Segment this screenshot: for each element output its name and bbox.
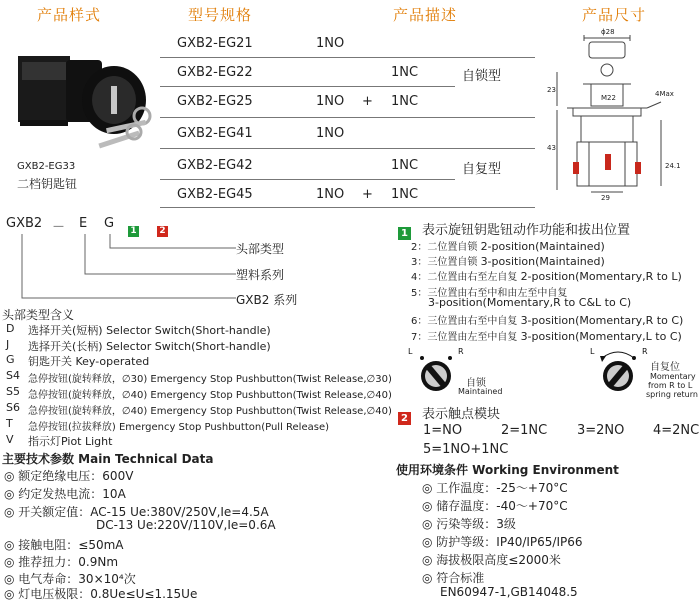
section-badge-1: 1 (398, 227, 411, 240)
contact-item: 5=1NO+1NC (423, 442, 509, 457)
func-item: 6：三位置由右至中自复 3-position(Momentary,R to C) (411, 314, 684, 327)
type-latch: 自锁型 (462, 69, 502, 84)
dim-43: 43 (547, 144, 556, 152)
row-c2: 1NC (391, 94, 419, 109)
svg-text:L: L (590, 347, 595, 356)
func-item: 3：三位置自锁 3-position(Maintained) (411, 255, 605, 268)
env-item: ◎ 污染等级：3级 (422, 517, 516, 531)
dim-23: 23 (547, 86, 556, 94)
badge-2: 2 (157, 226, 168, 237)
row-c1: 1NO (316, 36, 345, 51)
tech-item: ◎ 推荐扭力：0.9Nm (4, 555, 119, 569)
key-switch-image (14, 42, 154, 160)
header-size: 产品尺寸 (582, 6, 647, 24)
tech-item: ◎ 额定绝缘电压：600V (4, 469, 134, 483)
env-item: ◎ 海拔极限高度≤2000米 (422, 553, 561, 567)
dial-momentary-icon (590, 344, 652, 396)
row-model: GXB2-EG42 (177, 158, 253, 173)
dial2-en: spring return (646, 390, 698, 399)
row-c1: 1NO (316, 94, 345, 109)
contacts-title: 表示触点模块 (422, 407, 501, 422)
dimension-drawing (543, 24, 693, 202)
env-item: ◎ 储存温度：-40～+70°C (422, 499, 568, 513)
svg-text:L: L (408, 347, 413, 356)
dim-d28: ϕ28 (601, 28, 615, 36)
dial1-en: Maintained (458, 387, 503, 396)
header-model: 型号规格 (188, 6, 253, 24)
func-item: 5：三位置由右至中和由左至中自复 (411, 288, 568, 299)
product-name: 二档钥匙钮 (17, 177, 78, 191)
dim-4max: 4Max (655, 90, 674, 98)
head-text: 急停按钮(旋转释放，∅30) Emergency Stop Pushbutton(Twist Release,∅30) (28, 374, 392, 385)
tech-item: ◎ 开关额定值：AC-15 Ue:380V/250V,Ie=4.5A (4, 505, 269, 519)
svg-text:R: R (458, 347, 464, 356)
row-c2: 1NC (391, 158, 419, 173)
contact-item: 3=2NO (577, 423, 625, 438)
code-gxb2: GXB2 (6, 216, 43, 231)
head-code: J (6, 338, 10, 351)
row-c1: 1NO (316, 187, 345, 202)
row-plus: + (362, 94, 373, 109)
dim-29: 29 (601, 194, 610, 202)
func-title: 表示旋钮钥匙钮动作功能和拔出位置 (422, 223, 631, 238)
row-c1: 1NO (316, 126, 345, 141)
dim-m22: M22 (601, 94, 616, 102)
head-text: 急停按钮(旋转释放，∅40) Emergency Stop Pushbutton(Twist Release,∅40) (28, 406, 392, 417)
head-text: 选择开关(短柄) Selector Switch(Short-handle) (28, 324, 271, 337)
dial1-cn: 自锁 (466, 378, 486, 389)
tech-item: DC-13 Ue:220V/110V,Ie=0.6A (96, 518, 276, 532)
row-model: GXB2-EG45 (177, 187, 253, 202)
head-code: V (6, 433, 14, 446)
contact-item: 1=NO (423, 423, 463, 438)
env-title: 使用环境条件 Working Environment (396, 463, 619, 477)
product-model: GXB2-EG33 (17, 161, 76, 172)
head-code: G (6, 353, 15, 366)
env-item: ◎ 防护等级：IP40/IP65/IP66 (422, 535, 583, 549)
dial2-en: from R to L (648, 381, 693, 390)
tech-item: ◎ 灯电压极限：0.8Ue≤U≤1.15Ue (4, 587, 198, 601)
row-c2: 1NC (391, 65, 419, 80)
tech-item: ◎ 电气寿命：30×10⁴次 (4, 572, 136, 586)
env-item: ◎ 符合标准 (422, 571, 485, 585)
head-code: S4 (6, 369, 20, 382)
code-e: E (79, 216, 88, 231)
label-plastic-series: 塑料系列 (236, 268, 285, 282)
head-text: 选择开关(长柄) Selector Switch(Short-handle) (28, 340, 271, 353)
code-g: G (104, 216, 115, 231)
section-badge-2: 2 (398, 412, 411, 425)
row-model: GXB2-EG41 (177, 126, 253, 141)
head-code: S6 (6, 401, 20, 414)
head-text: 急停按钮(拉拔释放) Emergency Stop Pushbutton(Pull Release) (28, 422, 330, 433)
func-item: 4：二位置由右至左自复 2-position(Momentary,R to L) (411, 270, 682, 283)
row-model: GXB2-EG25 (177, 94, 253, 109)
tech-title: 主要技术参数 Main Technical Data (2, 452, 214, 466)
code-leader-lines (0, 232, 240, 306)
dial2-cn: 自复位 (650, 362, 680, 373)
head-text: 指示灯Piot Light (28, 435, 113, 448)
dim-24: 24.1 (665, 162, 681, 170)
row-model: GXB2-EG22 (177, 65, 253, 80)
dial2-en: Momentary (650, 372, 696, 381)
type-reset: 自复型 (462, 162, 502, 177)
row-model: GXB2-EG21 (177, 36, 253, 51)
head-code: D (6, 322, 15, 335)
head-types-title: 头部类型含义 (2, 308, 75, 322)
label-head-type: 头部类型 (236, 242, 285, 256)
env-item: EN60947-1,GB14048.5 (440, 585, 578, 599)
tech-item: ◎ 接触电阻：≤50mA (4, 538, 124, 552)
header-style: 产品样式 (37, 6, 102, 24)
head-code: S5 (6, 385, 20, 398)
svg-text:R: R (642, 347, 648, 356)
env-item: ◎ 工作温度：-25～+70°C (422, 481, 568, 495)
label-gxb2-series: GXB2 系列 (236, 293, 298, 307)
code-dash: － (52, 220, 66, 235)
badge-1: 1 (128, 226, 139, 237)
func-item: 2：二位置自锁 2-position(Maintained) (411, 240, 605, 253)
head-code: T (6, 417, 13, 430)
contact-item: 4=2NC (653, 423, 700, 438)
head-text: 钥匙开关 Key-operated (28, 355, 150, 368)
contact-item: 2=1NC (501, 423, 548, 438)
head-text: 急停按钮(旋转释放，∅40) Emergency Stop Pushbutton(Twist Release,∅40) (28, 390, 392, 401)
row-plus: + (362, 187, 373, 202)
tech-item: ◎ 约定发热电流：10A (4, 487, 126, 501)
row-c2: 1NC (391, 187, 419, 202)
header-desc: 产品描述 (393, 6, 458, 24)
func-item: 7：三位置由左至中自复 3-position(Momentary,L to C) (411, 330, 682, 343)
func-item: 3-position(Momentary,R to C&L to C) (428, 296, 632, 309)
